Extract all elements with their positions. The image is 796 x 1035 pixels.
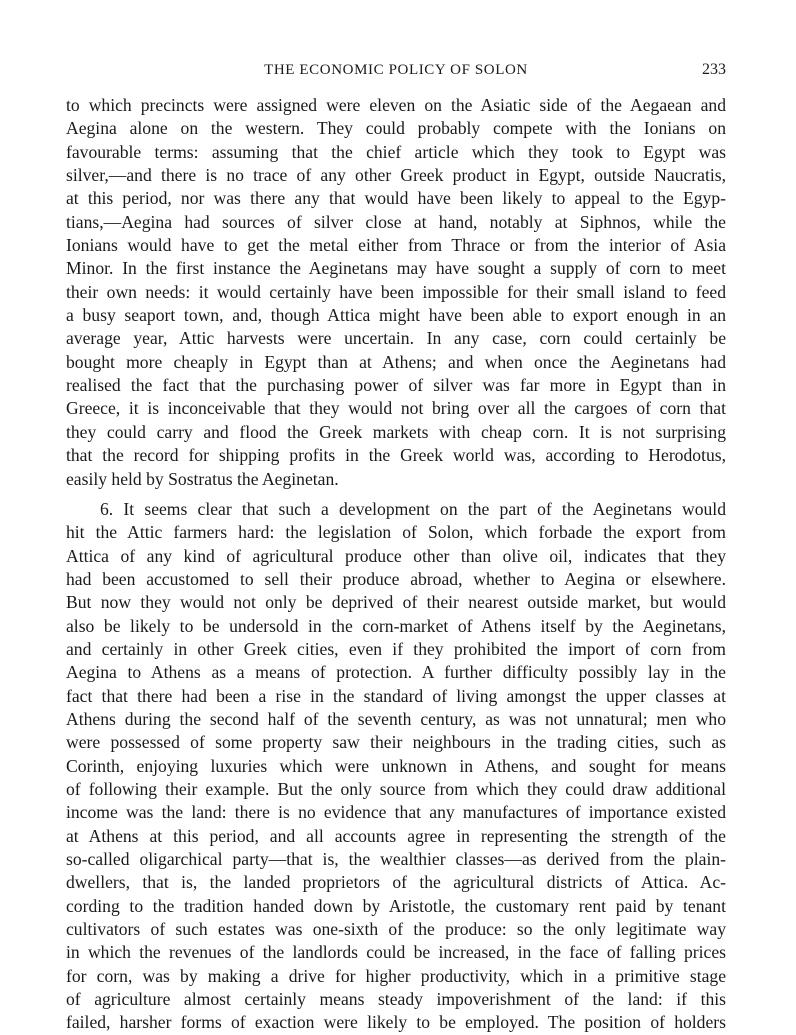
text-line: were possessed of some property saw their neighbours in the trading cities, such as: [66, 732, 726, 753]
text-line: Minor. In the first instance the Aeginetans may have sought a supply of corn to meet: [66, 258, 726, 279]
text-line: realised the fact that the purchasing power of silver was far more in Egypt than in: [66, 375, 726, 396]
text-line: in which the revenues of the landlords could be increased, in the face of falling prices: [66, 942, 726, 963]
text-line: cultivators of such estates was one-sixth of the produce: so the only legitimate way: [66, 919, 726, 940]
text-line: But now they would not only be deprived of their nearest outside market, but would: [66, 592, 726, 613]
text-line: that the record for shipping profits in the Greek world was, according to Herodotus,: [66, 445, 726, 466]
text-line: 6. It seems clear that such a development on the part of the Aeginetans would: [100, 498, 726, 519]
text-line: silver,—and there is no trace of any other Greek product in Egypt, outside Naucratis,: [66, 165, 726, 186]
text-line: so-called oligarchical party—that is, the wealthier classes—as derived from the plain-: [66, 849, 726, 869]
text-line: for corn, was by making a drive for higher productivity, which in a primitive stage: [66, 965, 726, 986]
text-line: favourable terms: assuming that the chief article which they took to Egypt was: [66, 141, 726, 162]
text-line: income was the land: there is no evidence that any manufactures of importance existed: [66, 802, 726, 823]
page-number: 233: [702, 61, 726, 78]
text-line: Greece, it is inconceivable that they would not bring over all the cargoes of corn that: [66, 398, 726, 419]
text-line: and certainly in other Greek cities, even if they prohibited the import of corn from: [66, 638, 726, 659]
text-line: of following their example. But the only source from which they could draw additional: [66, 778, 726, 799]
text-line: failed, harsher forms of exaction were likely to be employed. The position of holders: [66, 1012, 726, 1033]
text-line: bought more cheaply in Egypt than at Athens; and when once the Aeginetans had: [66, 351, 726, 372]
text-line: hit the Attic farmers hard: the legislation of Solon, which forbade the export from: [66, 522, 726, 543]
text-line: at this period, nor was there any that would have been likely to appeal to the Egyp-: [66, 188, 726, 209]
text-line: also be likely to be undersold in the corn-market of Athens itself by the Aeginetans,: [66, 615, 726, 636]
text-line: cording to the tradition handed down by Aristotle, the customary rent paid by tenant: [66, 895, 726, 916]
text-line: to which precincts were assigned were eleven on the Asiatic side of the Aegaean and: [66, 95, 726, 115]
text-line: they could carry and flood the Greek markets with cheap corn. It is not surprising: [66, 421, 726, 442]
text-line: tians,—Aegina had sources of silver close at hand, notably at Siphnos, while the: [66, 211, 726, 232]
book-page: [66, 58, 726, 1035]
running-head: [66, 58, 726, 82]
text-line: average year, Attic harvests were uncertain. In any case, corn could certainly be: [66, 328, 726, 349]
text-line: at Athens at this period, and all accounts agree in representing the strength of the: [66, 825, 726, 846]
paragraph-2: [66, 498, 726, 1035]
text-line: a busy seaport town, and, though Attica might have been able to export enough in an: [66, 305, 726, 326]
text-line: Aegina to Athens as a means of protection. A further difficulty possibly lay in the: [66, 662, 726, 683]
text-line: had been accustomed to sell their produce abroad, whether to Aegina or elsewhere.: [66, 568, 726, 589]
text-line: fact that there had been a rise in the standard of living amongst the upper classes at: [66, 685, 726, 706]
text-line: Corinth, enjoying luxuries which were unknown in Athens, and sought for means: [66, 755, 726, 776]
text-line: of agriculture almost certainly means steady impoverishment of the land: if this: [66, 989, 726, 1010]
running-title: THE ECONOMIC POLICY OF SOLON: [264, 62, 528, 78]
text-line: dwellers, that is, the landed proprietors of the agricultural districts of Attica. Ac-: [66, 872, 726, 893]
text-line: Aegina alone on the western. They could probably compete with the Ionians on: [66, 118, 726, 139]
text-line: Ionians would have to get the metal either from Thrace or from the interior of Asia: [66, 235, 726, 256]
paragraph-1: [66, 94, 726, 491]
text-line: easily held by Sostratus the Aeginetan.: [66, 468, 339, 489]
text-line: their own needs: it would certainly have been impossible for their small island to feed: [66, 281, 726, 302]
text-line: Attica of any kind of agricultural produce other than olive oil, indicates that they: [66, 545, 726, 566]
body-text: [66, 94, 726, 1035]
text-line: Athens during the second half of the seventh century, as was not unnatural; men who: [66, 708, 726, 729]
